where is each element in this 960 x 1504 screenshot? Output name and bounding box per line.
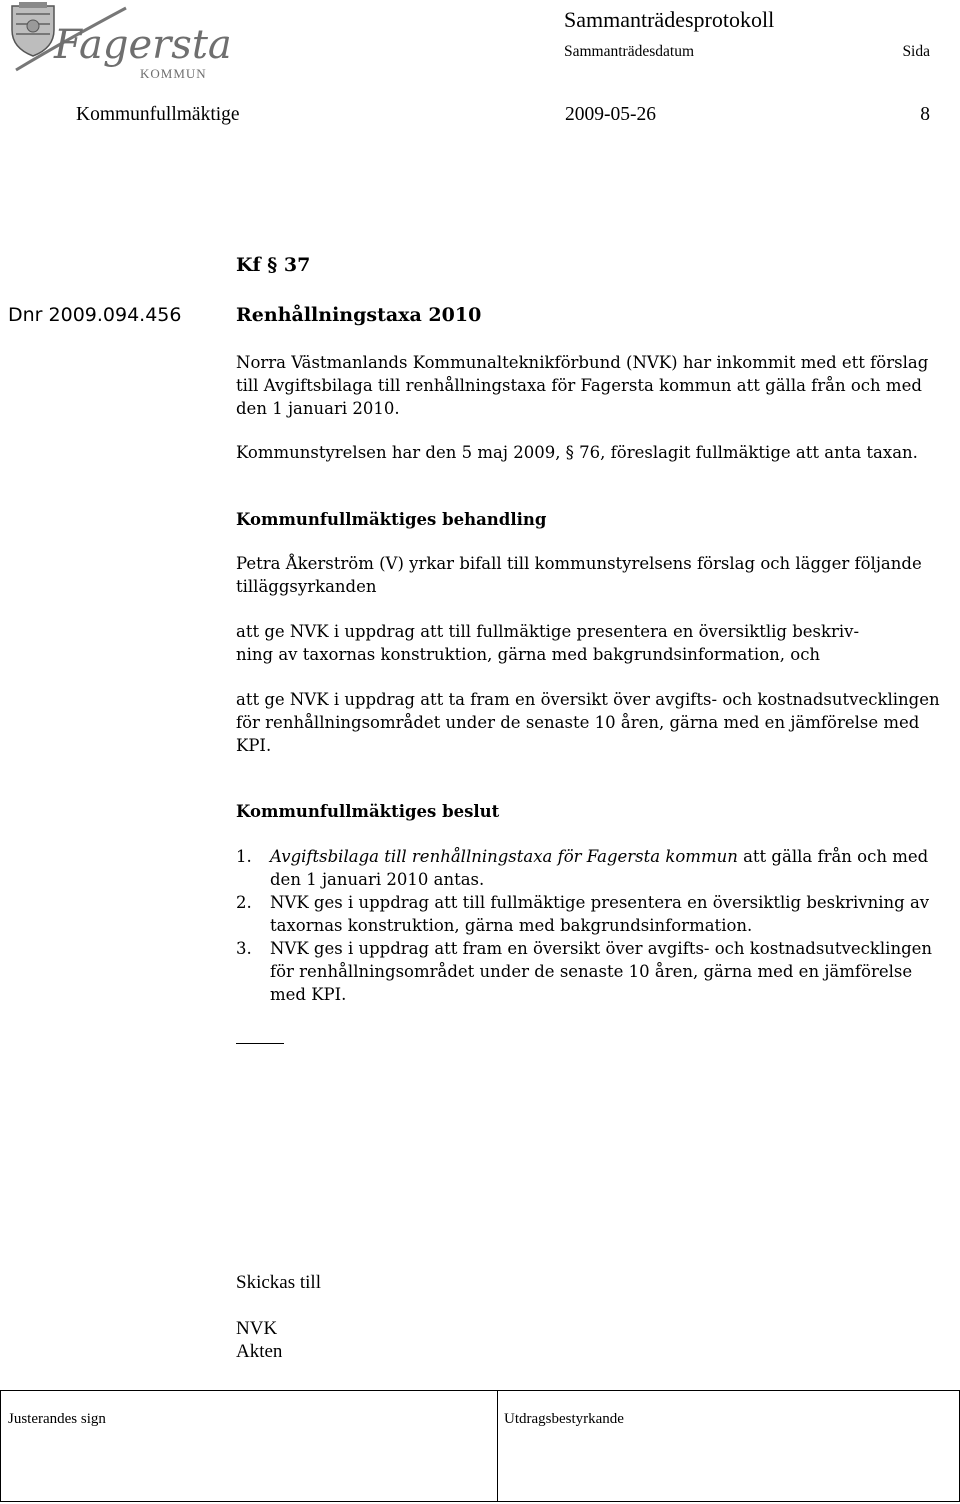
decision-text: NVK ges i uppdrag att till fullmäktige presentera en översiktlig beskrivning av taxornas konstruktion, gärna med bakgrundsinformation. (270, 893, 930, 935)
ks-proposal-text: Kommunstyrelsen har den 5 maj 2009, § 76, föreslagit fullmäktige att anta taxan. (236, 443, 918, 462)
logo-wordmark: Fagersta (54, 22, 232, 68)
handling-text-2b: ning av taxornas konstruktion, gärna med bakgrundsinformation, och (236, 645, 821, 664)
signature-box-adjusters (1, 1391, 498, 1501)
decision-italic-text: Avgiftsbilaga till renhållningstaxa för Fagersta kommun (270, 847, 738, 866)
item-title: Renhållningstaxa 2010 (236, 304, 482, 326)
handling-heading: Kommunfullmäktiges behandling (236, 510, 547, 529)
decision-number: 1. (236, 847, 252, 866)
decision-number: 3. (236, 939, 252, 958)
handling-paragraph-2 (236, 620, 948, 666)
adjusters-sign-label: Justerandes sign (8, 1411, 106, 1427)
decision-text: NVK ges i uppdrag att fram en översikt över avgifts- och kostnadsutvecklingen för renhållningsområdet under de senaste 10 åren, gärna med en jämförelse med KPI. (270, 939, 933, 1004)
handling-text-3: att ge NVK i uppdrag att ta fram en översikt över avgifts- och kostnadsutvecklingen för renhållningsområdet under de senaste 10 åren, gärna med en jämförelse med KPI. (236, 690, 940, 755)
handling-paragraph-1 (236, 552, 948, 598)
recipient-item: Akten (236, 1341, 283, 1362)
meeting-date: 2009-05-26 (565, 104, 656, 125)
diary-number: Dnr 2009.094.456 (8, 304, 182, 326)
handling-text-1: Petra Åkerström (V) yrkar bifall till kommunstyrelsens förslag och lägger följande tilläggsyrkanden (236, 554, 922, 596)
sent-to-heading: Skickas till (236, 1272, 321, 1293)
decision-text: att gälla från och med den 1 januari 2010 antas. (270, 847, 929, 889)
intro-paragraph (236, 351, 948, 420)
logo-subtext: KOMMUN (140, 66, 207, 81)
decision-number: 2. (236, 893, 252, 912)
signature-footer (0, 1390, 960, 1502)
meeting-date-label: Sammanträdesdatum (564, 43, 694, 60)
municipality-logo (6, 0, 232, 88)
list-item (236, 937, 948, 1006)
decision-heading: Kommunfullmäktiges beslut (236, 802, 500, 821)
list-item (236, 845, 948, 891)
handling-text-2a: att ge NVK i uppdrag att till fullmäktige presentera en översiktlig beskriv- (236, 622, 860, 641)
organ-name: Kommunfullmäktige (76, 104, 240, 125)
intro-text: Norra Västmanlands Kommunalteknikförbund (NVK) har inkommit med ett förslag till Avgiftsbilaga till renhållningstaxa för Fagersta kommun att gälla från och med den 1 januari 2010. (236, 353, 929, 418)
page-number: 8 (920, 104, 930, 125)
document-type: Sammanträdesprotokoll (564, 7, 775, 32)
extract-certification-label: Utdragsbestyrkande (504, 1411, 624, 1427)
recipient-item: NVK (236, 1318, 278, 1339)
ks-proposal-paragraph (236, 441, 948, 464)
page-label: Sida (902, 43, 930, 60)
paragraph-number: Kf § 37 (236, 254, 311, 276)
section-divider (236, 1043, 284, 1044)
decision-list (236, 845, 948, 1006)
handling-paragraph-3 (236, 688, 948, 757)
signature-box-certification (498, 1391, 959, 1501)
recipient-list (236, 1317, 282, 1363)
list-item (236, 891, 948, 937)
